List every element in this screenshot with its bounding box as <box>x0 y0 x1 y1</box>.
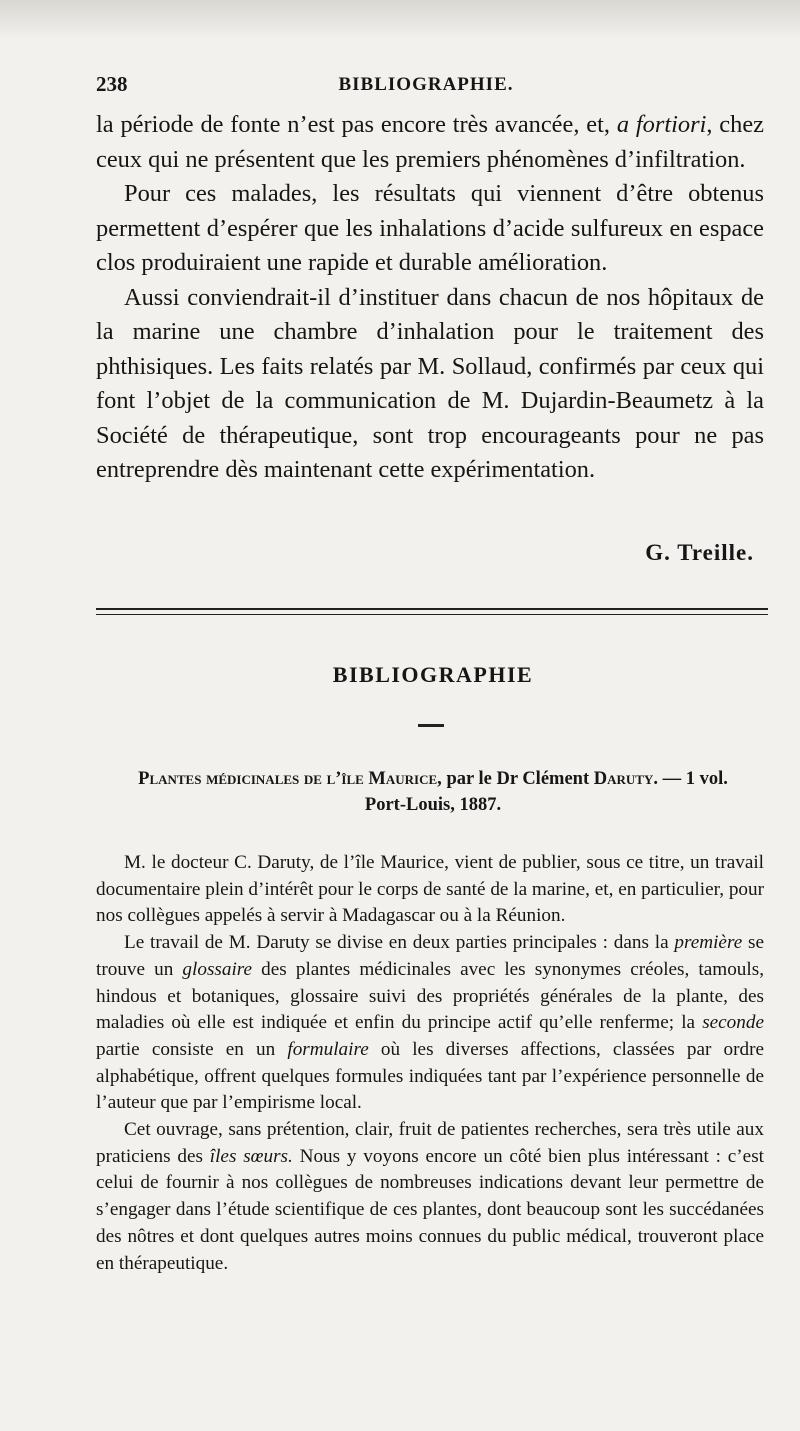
review-text <box>96 850 764 1277</box>
section-title: BIBLIOGRAPHIE <box>332 662 534 687</box>
italic-a-fortiori: a fortiori <box>616 111 707 138</box>
review-paragraph-2: Le travail de M. Daruty se divise en deux parties principales : dans la première se trouve un glossaire des plantes médicinales avec les synonymes créoles, tamouls, hindous et botaniques, glossaire suivi des propriétés générales de la plante, des maladies où elle est indiquée et enfin du principe actif qu’elle renferme; la seconde partie consiste en un formulaire où les diverses affections, classées par ordre alphabétique, offrent quelques formules indiquées tant par l’expérience personnelle de l’auteur que par l’empirisme local. <box>96 932 764 1114</box>
paragraph-3: Aussi conviendrait-il d’instituer dans chacun de nos hôpitaux de la marine une chambre d’inhalation pour le traitement des phthisiques. Les faits relatés par M. Sollaud, confirmés par ceux qui font l’objet de la communication de M. Dujardin-Beaumetz à la Société de thérapeutique, sont trop encourageants pour ne pas entreprendre dès maintenant cette expérimentation. <box>96 283 764 483</box>
author-signature: G. Treille. <box>645 540 754 565</box>
article-conclusion <box>96 108 764 488</box>
section-divider <box>96 608 768 610</box>
paragraph-1: la période de fonte n’est pas encore très avancée, et, a fortiori, chez ceux qui ne présentent que les premiers phénomènes d’infiltration. <box>96 111 764 173</box>
citation-line-1: Plantes médicinales de l’île Maurice, par le Dr Clément Daruty. — 1 vol. <box>138 769 728 789</box>
book-citation <box>96 766 770 818</box>
citation-line-2: Port-Louis, 1887. <box>364 795 502 815</box>
page-number: 238 <box>96 72 128 96</box>
section-divider-thin <box>96 614 768 615</box>
page-header <box>96 72 756 102</box>
review-paragraph-1: M. le docteur C. Daruty, de l’île Maurice, vient de publier, sous ce titre, un travail documentaire plein d’intérêt pour le corps de santé de la marine, et, en particulier, pour nos collègues appelés à servir à Madagascar ou à la Réunion. <box>96 852 764 927</box>
running-head: BIBLIOGRAPHIE. <box>338 74 514 95</box>
book-author: Daruty. <box>593 769 658 789</box>
book-title: Plantes médicinales de l’île Maurice, <box>138 769 442 789</box>
title-dash <box>418 724 444 727</box>
review-paragraph-3: Cet ouvrage, sans prétention, clair, fruit de patientes recherches, sera très utile aux praticiens des îles sœurs. Nous y voyons encore un côté bien plus intéressant : c’est celui de fournir à nos collègues de nombreuses indications devant leur permettre de s’engager dans l’étude scientifique de ces plantes, dont beaucoup sont les succédanées des nôtres et dont quelques autres moins connues du public médical, trouveront place en thérapeutique. <box>96 1119 764 1274</box>
paragraph-2: Pour ces malades, les résultats qui viennent d’être obtenus permettent d’espérer que les inhalations d’acide sulfureux en espace clos produiraient une rapide et durable amélioration. <box>96 180 764 276</box>
